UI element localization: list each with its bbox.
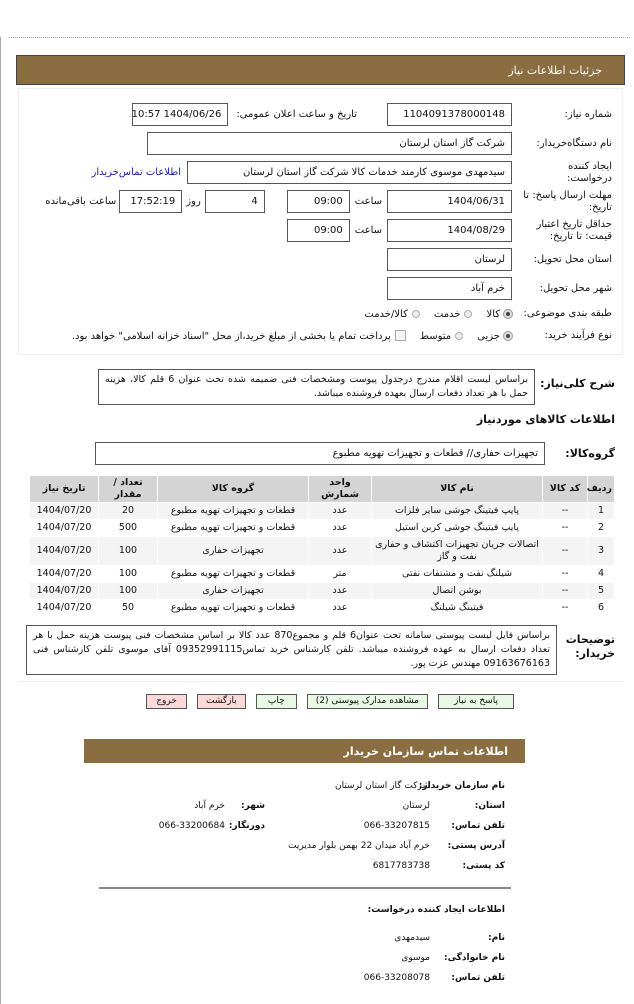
creator-row	[29, 159, 612, 186]
payment-note: پرداخت تمام یا بخشی از مبلغ خرید،از محل "اسناد خزانه اسلامی" خواهد بود.	[71, 330, 391, 342]
validity-time-field: 09:00	[287, 219, 350, 242]
option-label: کالا	[486, 308, 500, 320]
column-header: نام کالا	[372, 476, 542, 502]
item-group: قطعات و تجهیزات تهویه مطبوع	[158, 566, 308, 582]
city-label: شهر محل تحویل:	[539, 282, 612, 294]
option-label: کالا/خدمت	[364, 308, 408, 320]
unit: عدد	[309, 583, 371, 599]
need-date: 1404/07/20	[30, 566, 98, 582]
row-number: 5	[588, 583, 614, 599]
item-name: بوشن اتصال	[372, 583, 542, 599]
validity-row	[29, 217, 612, 244]
validity-label-line2: قیمت: تا تاریخ:	[549, 230, 612, 242]
row-number: 1	[588, 503, 614, 519]
quantity: 100	[99, 566, 157, 582]
back-button[interactable]: بازگشت	[197, 694, 246, 709]
buyer-label: نام دستگاه‌خریدار:	[536, 137, 612, 149]
deadline-time-label: ساعت	[354, 196, 382, 207]
item-name: پایپ فیتینگ جوشی کربن استیل	[372, 520, 542, 536]
exit-button[interactable]: خروج	[146, 694, 187, 709]
deadline-label-line2: تاریخ:	[588, 201, 612, 213]
need-number-row	[29, 101, 612, 128]
radio-icon	[464, 310, 472, 318]
row-number: 3	[588, 537, 614, 565]
table-header-row	[30, 476, 614, 502]
item-name: فیتینگ شیلنگ	[372, 600, 542, 616]
column-header: واحد شمارش	[309, 476, 371, 502]
item-code: --	[543, 537, 587, 565]
contact-province-value: لرستان	[402, 801, 430, 811]
phone-value: 066-33207815	[363, 821, 430, 831]
item-name: شیلنگ نفت و مشتقات نفتی	[372, 566, 542, 582]
goods-section-title: اطلاعات کالاهای موردنیاز	[476, 413, 615, 426]
days-remaining-field: 4	[205, 190, 265, 213]
item-code: --	[543, 503, 587, 519]
page-title: جزئیات اطلاعات نیاز	[508, 63, 602, 77]
unit: عدد	[309, 520, 371, 536]
details-panel	[18, 88, 623, 355]
reply-button[interactable]: پاسخ به نیاز	[438, 694, 514, 709]
org-value: شرکت گاز استان لرستان	[334, 781, 430, 791]
category-label: طبقه بندی موضوعی:	[523, 308, 612, 319]
deadline-date-field: 1404/06/31	[387, 190, 512, 213]
validity-label	[512, 219, 612, 243]
announce-label: تاریخ و ساعت اعلان عمومی:	[236, 109, 357, 120]
buyer-notes-field: براساس فایل لیست پیوستی سامانه تحت عنوان6 قلم و مجموع870 عدد کالا بر اساس مشخصات فنی پیوست هزینه حمل با هر تعداد دفعات ارسال به عهده فروشنده میباشد. تلفن کارشناس خرید تماس09352991115 آقای موسوی تلفن کارشناس فنی 09163676163 مهندس عزت پور.	[26, 625, 557, 675]
need-date: 1404/07/20	[30, 537, 98, 565]
page	[0, 37, 634, 1004]
contact-city-value: خرم آباد	[194, 801, 225, 811]
option-label: خدمت	[433, 308, 461, 320]
radio-icon	[504, 332, 512, 340]
row-number: 6	[588, 600, 614, 616]
item-group: تجهیزات حفاری	[158, 583, 308, 599]
creator-field: سیدمهدی موسوی کارمند خدمات کالا شرکت گاز استان لرستان	[187, 161, 512, 184]
item-group: قطعات و تجهیزات تهویه مطبوع	[158, 503, 308, 519]
address-value: خرم آباد میدان 22 بهمن بلوار مدیریت	[288, 841, 430, 851]
creator-label-line2: درخواست:	[567, 172, 612, 184]
buyer-row	[29, 130, 612, 157]
quantity: 100	[99, 537, 157, 565]
creator-contact-grid	[99, 905, 505, 983]
validity-label-line1: حداقل تاریخ اعتبار	[536, 218, 612, 230]
days-label: روز	[186, 196, 201, 207]
column-header: گروه کالا	[158, 476, 308, 502]
table-row	[30, 600, 614, 616]
fax-value: 066-33200684	[158, 821, 225, 831]
validity-time-label: ساعت	[354, 225, 382, 236]
postal-label: کد پستی:	[462, 861, 505, 871]
quantity: 20	[99, 503, 157, 519]
quantity: 50	[99, 600, 157, 616]
buyer-contact-grid	[99, 781, 505, 871]
category-row	[29, 304, 612, 324]
view-attachments-button[interactable]: مشاهده مدارک پیوستی (2)	[307, 694, 428, 709]
validity-date-field: 1404/08/29	[387, 219, 512, 242]
item-code: --	[543, 566, 587, 582]
treasury-payment-checkbox[interactable]	[72, 330, 406, 343]
notes-section	[18, 625, 623, 675]
buyer-field: شرکت گاز استان لرستان	[147, 132, 512, 155]
item-code: --	[543, 600, 587, 616]
print-button[interactable]: چاپ	[256, 694, 297, 709]
fax-label: دورنگار:	[228, 821, 265, 831]
need-date: 1404/07/20	[30, 520, 98, 536]
option-label: متوسط	[419, 330, 452, 342]
category-radio-goods[interactable]	[486, 308, 512, 321]
radio-icon	[504, 310, 512, 318]
time-remaining-label: ساعت باقی‌مانده	[45, 196, 117, 207]
goods-table	[29, 475, 615, 617]
item-group: تجهیزات حفاری	[158, 537, 308, 565]
description-label: شرح کلی‌نیاز:	[540, 377, 615, 390]
org-label: نام سازمان خریدار:	[418, 781, 505, 791]
unit: عدد	[309, 503, 371, 519]
page-header	[16, 55, 625, 85]
creator-label	[512, 161, 612, 185]
description-field: براساس لیست اقلام مندرج درجدول پیوست ومشخصات فنی ضمیمه شده تحت عنوان 6 قلم کالا، هزینه حمل با هر تعداد دفعات ارسال بعهده فروشنده میباشد.	[98, 369, 535, 405]
description-section	[18, 369, 623, 467]
time-remaining-field: 17:52:19	[119, 190, 182, 213]
goods-group-field: تجهیزات حفاری// قطعات و تجهیزات تهویه مطبوع	[95, 442, 545, 465]
need-number-field: 1104091378000148	[387, 103, 512, 126]
item-group: قطعات و تجهیزات تهویه مطبوع	[158, 520, 308, 536]
table-row	[30, 503, 614, 519]
table-row	[30, 520, 614, 536]
deadline-label-line1: مهلت ارسال پاسخ: تا	[523, 189, 612, 201]
category-options	[29, 308, 512, 321]
province-label: استان محل تحویل:	[533, 253, 612, 265]
goods-group-label: گروه‌کالا:	[565, 447, 615, 460]
divider	[99, 887, 511, 889]
item-code: --	[543, 583, 587, 599]
column-header: ردیف	[588, 476, 614, 502]
table-row	[30, 537, 614, 565]
option-label: جزیی	[477, 330, 500, 342]
deadline-row	[29, 188, 612, 215]
name-value: سیدمهدی	[394, 933, 430, 943]
notes-row	[26, 625, 615, 675]
need-date: 1404/07/20	[30, 583, 98, 599]
item-code: --	[543, 520, 587, 536]
column-header: کد کالا	[543, 476, 587, 502]
notes-label-line2: خریدار:	[575, 647, 615, 660]
process-radio-minor[interactable]	[477, 330, 512, 343]
creator-info-title: اطلاعات ایجاد کننده درخواست:	[367, 905, 505, 915]
deadline-time-field: 09:00	[287, 190, 350, 213]
category-radio-service[interactable]	[434, 308, 473, 321]
process-radio-medium[interactable]	[420, 330, 463, 343]
item-name: پایپ فیتینگ جوشی سایر فلزات	[372, 503, 542, 519]
row-number: 2	[588, 520, 614, 536]
process-label: نوع فرآیند خرید:	[544, 330, 612, 341]
name-label: نام:	[488, 933, 505, 943]
family-value: موسوی	[401, 953, 430, 963]
family-label: نام خانوادگی:	[443, 953, 505, 963]
table-row	[30, 583, 614, 599]
divider	[18, 681, 623, 682]
phone-label: تلفن تماس:	[451, 821, 505, 831]
need-number-label: شماره نیاز:	[564, 108, 612, 120]
description-row	[26, 369, 615, 405]
unit: عدد	[309, 600, 371, 616]
table-row	[30, 566, 614, 582]
need-date: 1404/07/20	[30, 503, 98, 519]
announce-field: 1404/06/26 10:57	[132, 103, 228, 126]
notes-label-line1: توضیحات	[565, 633, 615, 646]
item-group: قطعات و تجهیزات تهویه مطبوع	[158, 600, 308, 616]
creator-phone-value: 066-33208078	[363, 973, 430, 983]
unit: متر	[309, 566, 371, 582]
city-row	[29, 275, 612, 302]
column-header: تاریخ نیاز	[30, 476, 98, 502]
checkbox-icon	[395, 330, 406, 341]
process-row	[29, 326, 612, 346]
creator-label-line1: ایجاد کننده	[568, 160, 612, 172]
buyer-notes-label	[557, 625, 615, 661]
contact-province-label: استان:	[474, 801, 505, 811]
item-name: اتصالات جریان تجهیزات اکتشاف و حفاری نفت و گاز	[372, 537, 542, 565]
quantity: 100	[99, 583, 157, 599]
buyer-contact-link[interactable]: اطلاعات تماس‌خریدار	[91, 167, 181, 178]
city-field: خرم آباد	[387, 277, 512, 300]
row-number: 4	[588, 566, 614, 582]
quantity: 500	[99, 520, 157, 536]
divider	[9, 37, 630, 38]
province-row	[29, 246, 612, 273]
deadline-label	[512, 190, 612, 214]
province-field: لرستان	[387, 248, 512, 271]
goods-group-row	[26, 440, 615, 467]
need-date: 1404/07/20	[30, 600, 98, 616]
category-radio-both[interactable]	[364, 308, 420, 321]
action-buttons	[1, 694, 514, 709]
creator-phone-label: تلفن تماس:	[451, 973, 505, 983]
radio-icon	[455, 332, 463, 340]
unit: عدد	[309, 537, 371, 565]
contact-header: اطلاعات تماس سازمان خریدار	[84, 739, 525, 763]
radio-icon	[412, 310, 420, 318]
address-label: آدرس پستی:	[447, 841, 505, 851]
process-options	[29, 330, 512, 343]
contact-city-label: شهر:	[241, 801, 265, 811]
column-header: تعداد / مقدار	[99, 476, 157, 502]
postal-value: 6817783738	[372, 861, 430, 871]
